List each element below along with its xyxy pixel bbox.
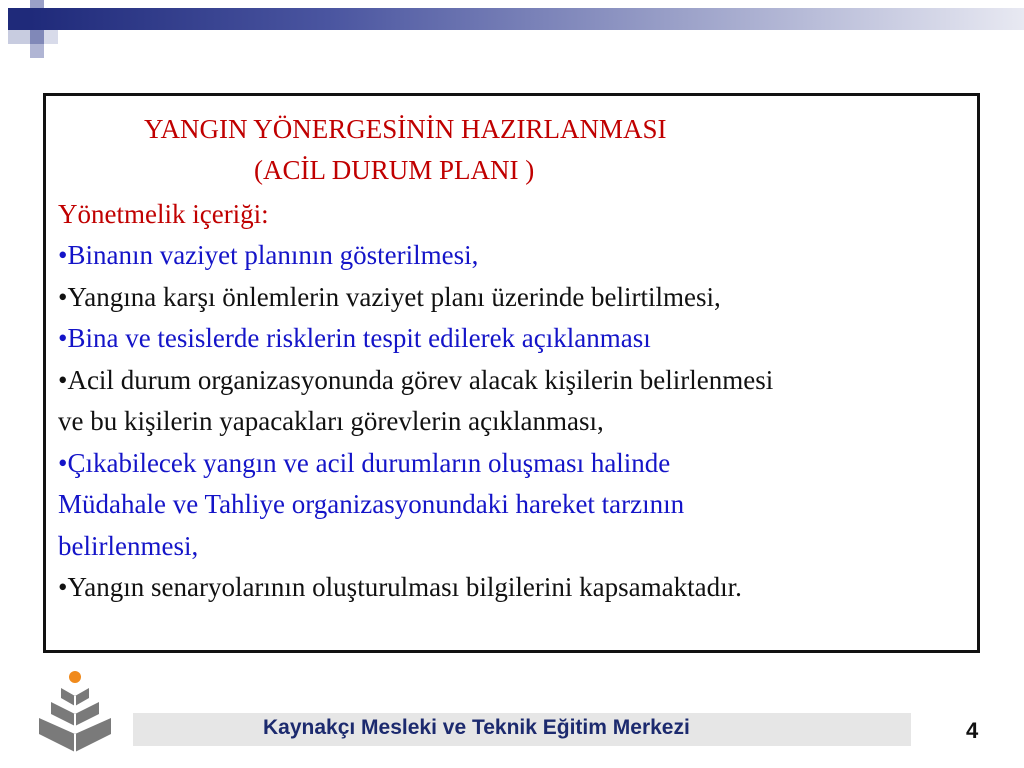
decor-square [8,30,30,44]
bullet-line-continuation: ve bu kişilerin yapacakları görevlerin açıklanması, [58,406,604,436]
decor-square [44,30,58,44]
footer-institution: Kaynakçı Mesleki ve Teknik Eğitim Merkezi [263,716,690,739]
slide-title-line-1: YANGIN YÖNERGESİNİN HAZIRLANMASI [144,114,667,144]
bullet-line: •Acil durum organizasyonunda görev alacak kişilerin belirlenmesi [58,365,774,395]
decor-square [8,8,30,30]
decor-square [30,30,44,44]
bullet-line-continuation: belirlenmesi, [58,531,199,561]
bullet-line: •Binanın vaziyet planının gösterilmesi, [58,240,479,270]
content-subtitle: Yönetmelik içeriği: [58,199,269,229]
decor-square [30,0,44,8]
bullet-line-continuation: Müdahale ve Tahliye organizasyonundaki hareket tarzının [58,489,685,519]
book-stack-logo-icon [35,668,115,756]
decor-square [30,44,44,58]
slide-title-line-2: (ACİL DURUM PLANI ) [254,155,535,185]
bullet-line: •Bina ve tesislerde risklerin tespit edilerek açıklanması [58,323,651,353]
bullet-line: •Çıkabilecek yangın ve acil durumların oluşması halinde [58,448,671,478]
header-gradient-bar [30,8,1024,30]
bullet-line: •Yangına karşı önlemlerin vaziyet planı üzerinde belirtilmesi, [58,282,721,312]
page-number: 4 [966,718,979,743]
header-decoration [0,0,1024,60]
bullet-line: •Yangın senaryolarının oluşturulması bilgilerini kapsamaktadır. [58,572,742,602]
content-box [43,93,980,653]
